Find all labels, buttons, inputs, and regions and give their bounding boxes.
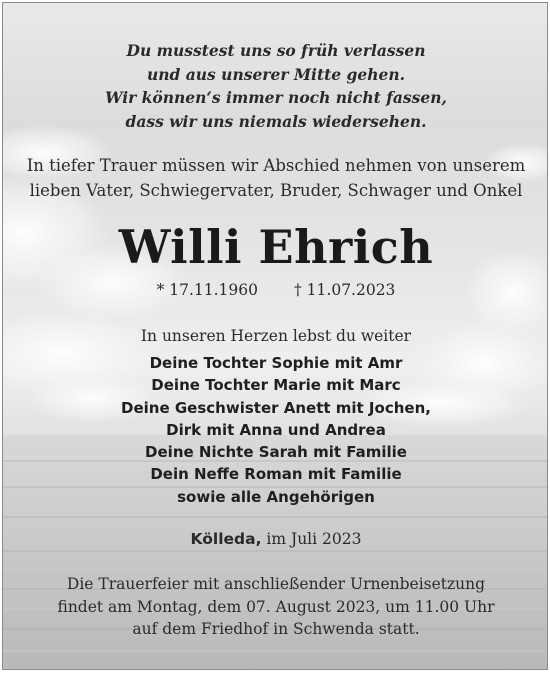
birth-date: * 17.11.1960 [156,281,258,299]
mourner-line: Deine Tochter Marie mit Marc [151,376,401,395]
funeral-line: Die Trauerfeier mit anschließender Urnenbeisetzung [66,575,486,593]
motto-text: In unseren Herzen lebst du weiter [140,327,412,345]
intro-line: lieben Vater, Schwiegervater, Bruder, Schwager und Onkel [29,181,523,200]
poem-line: dass wir uns niemals wiedersehen. [125,111,427,131]
funeral-line: findet am Montag, dem 07. August 2023, um 11.00 Uhr [57,597,495,616]
life-dates [3,279,548,301]
intro-text [3,153,548,203]
mourner-line: Deine Geschwister Anett mit Jochen, [121,398,431,417]
intro-line: In tiefer Trauer müssen wir Abschied nehmen von unserem [26,156,526,175]
poem-line: Du musstest uns so früh verlassen [126,41,426,60]
place-and-date [3,528,548,550]
place-date: im Juli 2023 [266,530,362,548]
death-date: † 11.07.2023 [294,281,396,299]
funeral-notice [3,573,548,641]
mourner-line: Dein Neffe Roman mit Familie [150,465,402,484]
place-city: Kölleda, [190,530,262,548]
poem-line: Wir können‘s immer noch nicht fassen, [105,88,447,107]
mourner-line: Deine Nichte Sarah mit Familie [145,443,407,462]
obituary-card [2,2,548,670]
poem-line: und aus unserer Mitte gehen. [146,64,406,84]
mourner-line: Deine Tochter Sophie mit Amr [149,354,403,372]
deceased-name: Willi Ehrich [118,220,434,274]
funeral-line: auf dem Friedhof in Schwenda statt. [132,620,420,638]
mourner-line: sowie alle Angehörigen [177,487,375,506]
mourner-line: Dirk mit Anna und Andrea [166,420,386,439]
poem-verse [3,39,548,133]
mourners-list [3,352,548,508]
